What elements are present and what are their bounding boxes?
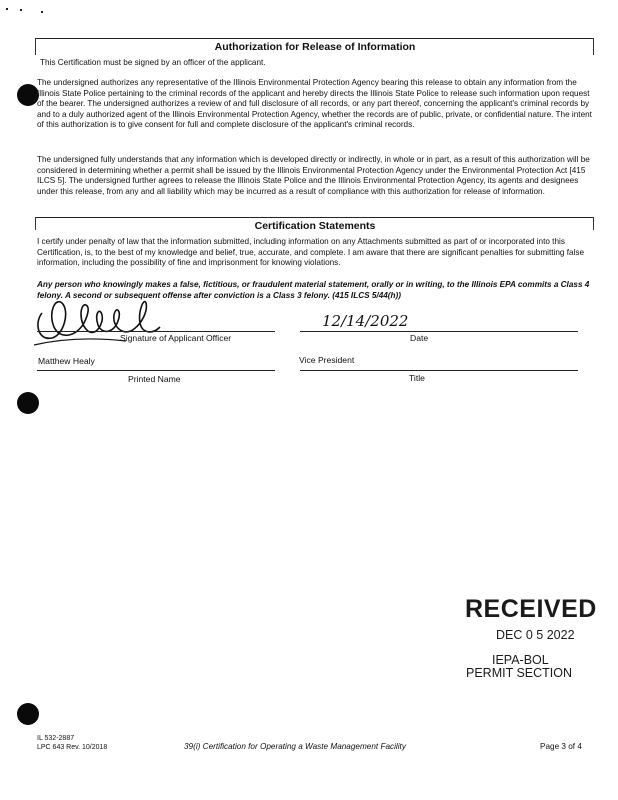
scan-speck	[41, 11, 43, 13]
agency-name: IEPA-BOL	[492, 653, 549, 667]
authorization-paragraph-1: The undersigned authorizes any representative of the Illinois Environmental Protection Agency bearing this release to obtain any information from the Illinois State Police pertaining to the criminal records of the applicant and hereby directs the Illinois State Police to release such information upon request of the bearer. The undersigned authorizes a review of and full disclosure of all records, or any part thereof, concerning the applicant's criminal records by and to a duly authorized agent of the Illinois Environmental Protection Agency, whether the records are of public, private, or confidential nature. The intent of this authorization is to give consent for full and complete disclosure of the applicant's criminal records.	[37, 78, 592, 130]
signature-label: Signature of Applicant Officer	[120, 333, 232, 343]
title-value: Vice President	[299, 355, 355, 365]
signed-date: 12/14/2022	[322, 312, 409, 330]
punch-hole	[17, 84, 39, 106]
certification-paragraph: I certify under penalty of law that the information submitted, including information on any Attachments submitted as part of or incorporated into this Certification, is, to the best of my knowledge and belief, true, accurate, and complete. I am aware that there are significant penalties for submitting false information, including the possibility of fine and imprisonment for knowing violations.	[37, 237, 585, 268]
punch-hole	[17, 703, 39, 725]
punch-hole	[17, 392, 39, 414]
certification-title: Certification Statements	[254, 220, 376, 232]
printed-name-value: Matthew Healy	[38, 356, 95, 366]
section-top-border	[35, 38, 593, 39]
date-label: Date	[410, 333, 429, 343]
form-title: 39(i) Certification for Operating a Waste Management Facility	[184, 742, 406, 751]
form-revision: LPC 643 Rev. 10/2018	[37, 744, 108, 751]
received-stamp: RECEIVED	[465, 595, 597, 623]
title-label: Title	[409, 373, 425, 383]
scan-speck	[20, 9, 22, 11]
printed-name-line	[37, 370, 275, 371]
scan-speck	[6, 8, 8, 10]
section-name: PERMIT SECTION	[466, 666, 573, 680]
felony-warning: Any person who knowingly makes a false, fictitious, or fraudulent material statement, orally or in writing, to the Illinois EPA commits a Class 4 felony. A second or subsequent offense after conviction is a Class 3 felony. (415 ILCS 5/44(h))	[37, 280, 590, 300]
signer-requirement-note: This Certification must be signed by an officer of the applicant.	[40, 58, 266, 67]
received-date: DEC 0 5 2022	[496, 628, 575, 642]
printed-name-label: Printed Name	[128, 374, 181, 384]
authorization-title: Authorization for Release of Information	[214, 41, 416, 53]
signature-line	[37, 331, 275, 332]
title-line	[300, 370, 578, 371]
page-number: Page 3 of 4	[540, 742, 582, 751]
certification-top-border	[35, 217, 593, 218]
date-line	[300, 331, 578, 332]
authorization-paragraph-2: The undersigned fully understands that any information which is developed directly or indirectly, in whole or in part, as a result of this authorization will be considered in determining whether a permit shall be issued by the Illinois Environmental Protection Agency under the Environmental Protection Act [415 ILCS 5]. The undersigned further agrees to release the Illinois State Police and the Illinois Environmental Protection Agency, its agents and designees under this release, from any and all liability which may be incurred as a result of compliance with this authorization for release of information.	[37, 155, 590, 196]
form-id: IL 532-2887	[37, 735, 75, 742]
